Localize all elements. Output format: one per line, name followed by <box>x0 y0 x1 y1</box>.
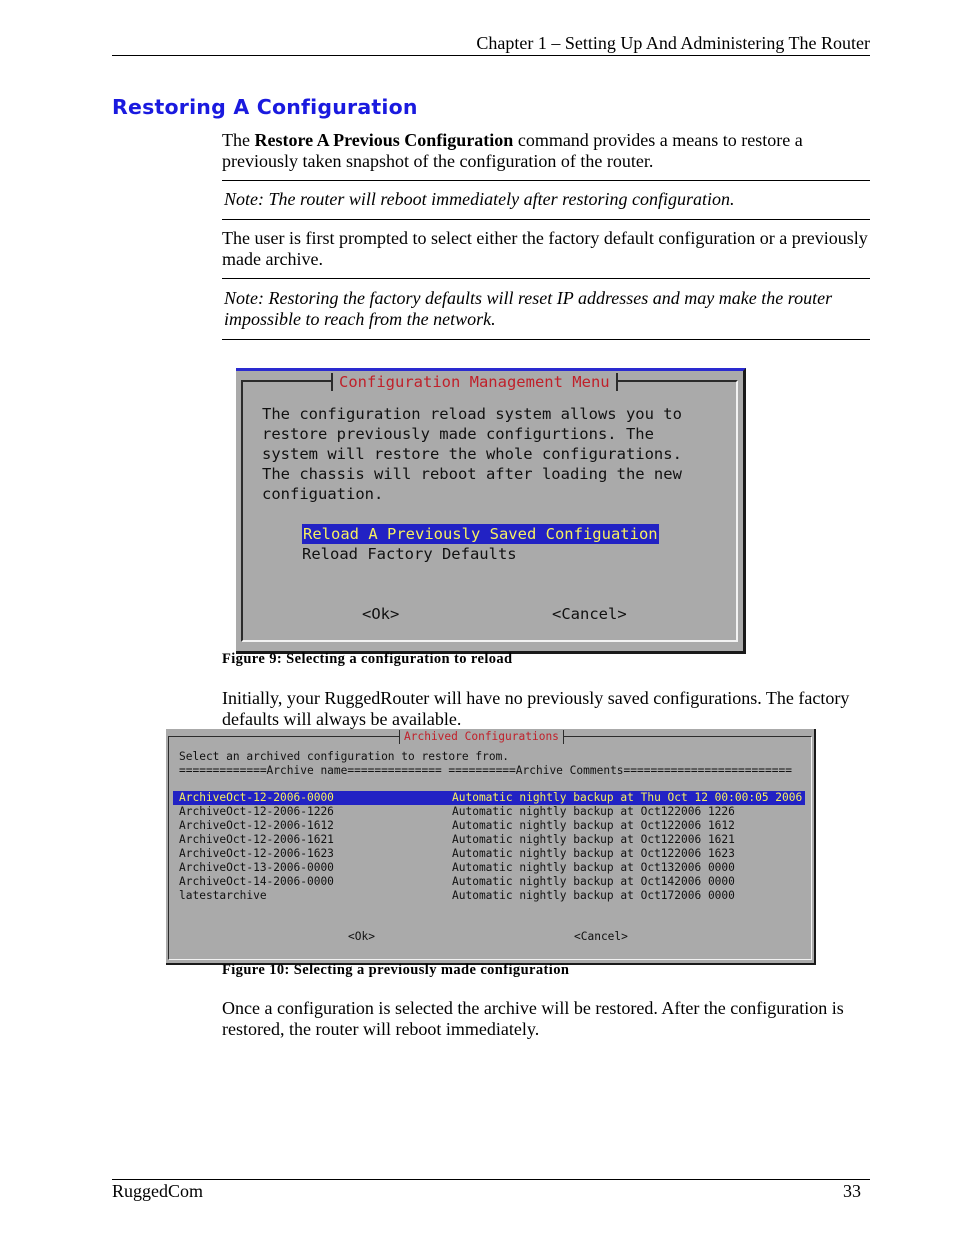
archive-name: ArchiveOct-12-2006-1612 <box>179 819 334 832</box>
option-reload-saved[interactable]: Reload A Previously Saved Configuation <box>303 525 658 543</box>
archive-name: ArchiveOct-12-2006-1226 <box>179 805 334 818</box>
archive-row[interactable] <box>173 791 805 805</box>
figure-10-caption: Figure 10: Selecting a previously made configuration <box>222 962 570 978</box>
archive-name: ArchiveOct-12-2006-1621 <box>179 833 334 846</box>
archive-row[interactable] <box>173 875 805 889</box>
cancel-button[interactable]: <Cancel> <box>552 605 627 623</box>
intro-lead: The <box>222 130 255 150</box>
prompt-paragraph: The user is first prompted to select either the factory default configuration or a previously made archive. <box>222 228 868 269</box>
ok-button[interactable]: <Ok> <box>362 605 400 623</box>
command-name: Restore A Previous Configuration <box>254 130 514 150</box>
archive-row[interactable] <box>173 861 805 875</box>
option-reload-factory[interactable]: Reload Factory Defaults <box>302 545 517 563</box>
note-rule <box>222 180 870 181</box>
section-title: Restoring A Configuration <box>112 95 418 119</box>
running-header: Chapter 1 – Setting Up And Administering The Router <box>476 33 870 53</box>
figure-9-caption: Figure 9: Selecting a configuration to reload <box>222 651 513 667</box>
archive-comment: Automatic nightly backup at Thu Oct 12 00:00:05 2006 <box>452 791 803 804</box>
note-rule <box>222 219 870 220</box>
dialog-description: The configuration reload system allows you to restore previously made configurtions. The system will restore the whole configurations. The chassis will reboot after loading the new configuation. <box>262 405 682 503</box>
note-factory-defaults: Note: Restoring the factory defaults will reset IP addresses and may make the router impossible to reach from the network. <box>224 288 833 329</box>
archive-name: ArchiveOct-12-2006-0000 <box>179 791 334 804</box>
restore-paragraph: Once a configuration is selected the archive will be restored. After the configuration is restored, the router will reboot immediately. <box>222 998 844 1039</box>
note-reboot: Note: The router will reboot immediately after restoring configuration. <box>224 189 735 209</box>
note-rule <box>222 339 870 340</box>
ok-button[interactable]: <Ok> <box>348 930 375 943</box>
footer-rule <box>112 1179 870 1180</box>
header-rule <box>112 55 870 56</box>
note-rule <box>222 278 870 279</box>
dialog-frame <box>168 730 812 960</box>
column-headers: =============Archive name============== ==========Archive Comments========================= <box>179 764 792 777</box>
archive-comment: Automatic nightly backup at Oct122006 1623 <box>452 847 735 860</box>
archive-comment: Automatic nightly backup at Oct172006 0000 <box>452 889 735 902</box>
archive-row[interactable] <box>173 819 805 833</box>
page-number: 33 <box>843 1181 861 1201</box>
archive-row[interactable] <box>173 889 805 903</box>
archive-list <box>173 791 805 903</box>
archive-name: latestarchive <box>179 889 267 902</box>
archive-name: ArchiveOct-12-2006-1623 <box>179 847 334 860</box>
archive-name: ArchiveOct-14-2006-0000 <box>179 875 334 888</box>
intro-paragraph <box>222 130 870 172</box>
dialog-prompt: Select an archived configuration to restore from. <box>179 750 510 763</box>
footer-company: RuggedCom <box>112 1181 204 1201</box>
archive-comment: Automatic nightly backup at Oct122006 1612 <box>452 819 735 832</box>
dialog-title: Configuration Management Menu <box>331 373 618 391</box>
archive-comment: Automatic nightly backup at Oct122006 1621 <box>452 833 735 846</box>
archive-comment: Automatic nightly backup at Oct122006 1226 <box>452 805 735 818</box>
dialog-frame <box>241 373 738 642</box>
intro-rest: command provides a means to restore a previously taken snapshot of the configuration of the router. <box>222 130 803 171</box>
archive-comment: Automatic nightly backup at Oct142006 0000 <box>452 875 735 888</box>
archive-row[interactable] <box>173 805 805 819</box>
archive-comment: Automatic nightly backup at Oct132006 0000 <box>452 861 735 874</box>
config-management-menu-screenshot <box>236 368 746 654</box>
archive-name: ArchiveOct-13-2006-0000 <box>179 861 334 874</box>
archive-row[interactable] <box>173 847 805 861</box>
initial-state-paragraph: Initially, your RuggedRouter will have no previously saved configurations. The factory defaults will always be available. <box>222 688 850 729</box>
archive-row[interactable] <box>173 833 805 847</box>
archived-configurations-screenshot <box>166 729 816 965</box>
dialog-title: Archived Configurations <box>399 730 564 744</box>
cancel-button[interactable]: <Cancel> <box>574 930 628 943</box>
